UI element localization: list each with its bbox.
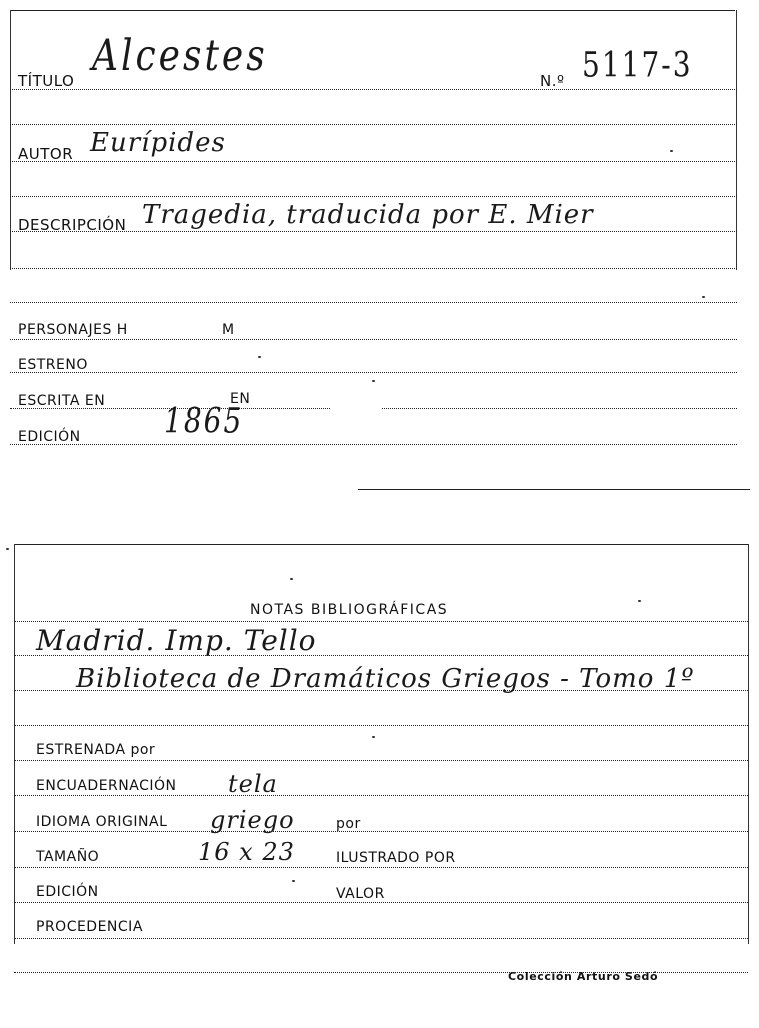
scan-speck xyxy=(670,150,673,152)
rule xyxy=(10,89,737,90)
rule xyxy=(10,124,737,125)
rule xyxy=(10,372,737,373)
procedencia-label: PROCEDENCIA xyxy=(36,919,143,935)
rule xyxy=(14,831,748,832)
rule xyxy=(10,161,737,162)
scan-speck xyxy=(372,736,375,738)
edicion-value: 1865 xyxy=(164,399,244,441)
encuadernacion-value: tela xyxy=(228,770,278,798)
idioma-value: griego xyxy=(210,806,295,834)
tamano-label: TAMAÑO xyxy=(36,849,100,865)
rule xyxy=(14,795,748,796)
ilustrado-label: ILUSTRADO POR xyxy=(336,850,456,866)
rule xyxy=(10,302,737,303)
top-card-top-edge xyxy=(10,10,735,11)
rule xyxy=(14,902,748,903)
bottom-card-right-edge xyxy=(748,544,749,944)
rule xyxy=(10,339,737,340)
scan-speck xyxy=(702,296,705,298)
rule xyxy=(382,408,737,409)
numero-value: 5117-3 xyxy=(582,43,693,85)
rule xyxy=(14,760,748,761)
valor-label: VALOR xyxy=(336,886,385,902)
rule xyxy=(14,938,748,939)
notas-heading: NOTAS BIBLIOGRÁFICAS xyxy=(250,602,449,618)
bottom-card-left-edge xyxy=(14,544,15,944)
scan-speck xyxy=(638,600,641,602)
scan-speck xyxy=(372,380,375,382)
descripcion-label: DESCRIPCIÓN xyxy=(18,216,127,234)
encuadernacion-label: ENCUADERNACIÓN xyxy=(36,778,177,794)
numero-label: N.º xyxy=(540,72,565,90)
escrita-label: ESCRITA EN xyxy=(18,393,106,409)
idioma-por-label: por xyxy=(336,816,361,832)
scan-speck xyxy=(290,578,293,580)
autor-value: Eurípides xyxy=(90,128,226,158)
rule xyxy=(10,444,737,445)
personajes-m-label: M xyxy=(222,322,235,338)
tamano-value: 16 x 23 xyxy=(198,838,295,866)
edicion-label: EDICIÓN xyxy=(18,429,81,445)
estrenada-label: ESTRENADA por xyxy=(36,742,156,758)
rule xyxy=(10,268,737,269)
escrita-en-label: EN xyxy=(230,391,251,407)
coleccion-stamp: Colección Arturo Sedó xyxy=(508,970,659,983)
scan-speck xyxy=(258,356,261,358)
note-line-1: Madrid. Imp. Tello xyxy=(36,624,317,657)
note-line-2: Biblioteca de Dramáticos Griegos - Tomo 1º xyxy=(76,664,695,694)
bottom-card-top-edge xyxy=(14,544,748,545)
edicion-label-bottom: EDICIÓN xyxy=(36,884,99,900)
rule xyxy=(14,867,748,868)
estreno-label: ESTRENO xyxy=(18,357,88,373)
scan-speck xyxy=(6,548,9,550)
rule xyxy=(14,621,748,622)
descripcion-value: Tragedia, traducida por E. Mier xyxy=(142,200,594,230)
rule xyxy=(10,196,737,197)
titulo-value: Alcestes xyxy=(92,31,268,81)
rule xyxy=(14,725,748,726)
scan-speck xyxy=(292,880,295,882)
idioma-label: IDIOMA ORIGINAL xyxy=(36,814,168,830)
titulo-label: TÍTULO xyxy=(18,72,75,90)
autor-label: AUTOR xyxy=(18,145,74,163)
personajes-label: PERSONAJES H xyxy=(18,322,128,338)
rule xyxy=(358,489,750,490)
